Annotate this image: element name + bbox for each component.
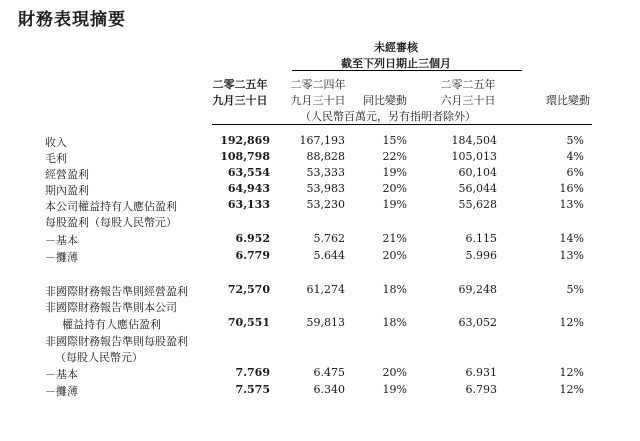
cell-v4: 6.115 (465, 232, 497, 245)
col3-yoy-header: 同比變動 (363, 94, 407, 107)
cell-v1: 7.769 (235, 366, 270, 379)
row-label: －基本 (45, 234, 78, 247)
cell-qoq: 13% (559, 198, 584, 211)
cell-v2: 6.475 (313, 366, 345, 379)
cell-yoy: 15% (382, 134, 407, 147)
col2-date-line1: 二零二四年 (290, 78, 346, 91)
row-label: 本公司權益持有人應佔盈利 (45, 200, 177, 213)
row-label: －攤薄 (45, 385, 78, 398)
row-label: －基本 (45, 368, 78, 381)
cell-qoq: 5% (566, 134, 584, 147)
cell-yoy: 22% (382, 150, 407, 163)
cell-yoy: 18% (382, 316, 407, 329)
cell-qoq: 13% (559, 249, 584, 262)
cell-yoy: 20% (382, 366, 407, 379)
row-label: 收入 (45, 136, 67, 149)
cell-v4: 55,628 (458, 198, 497, 211)
cell-qoq: 14% (559, 232, 584, 245)
row-label: 非國際財務報告準則本公司 (45, 301, 177, 314)
col1-date-line2: 九月三十日 (212, 94, 268, 107)
cell-v1: 6.952 (235, 232, 270, 245)
col1-date-line1: 二零二五年 (212, 78, 268, 91)
cell-v4: 5.996 (465, 249, 497, 262)
cell-v2: 53,333 (306, 166, 345, 179)
row-label: 權益持有人應佔盈利 (62, 318, 161, 331)
header-period: 截至下列日期止三個月 (341, 57, 451, 70)
cell-v2: 5.644 (313, 249, 345, 262)
cell-v4: 184,504 (451, 134, 497, 147)
cell-yoy: 19% (382, 198, 407, 211)
row-label: 期內盈利 (45, 184, 89, 197)
row-label: 非國際財務報告準則經營盈利 (45, 285, 188, 298)
col4-date-line2: 六月三十日 (440, 94, 496, 107)
cell-v1: 63,133 (227, 198, 270, 211)
page-title: 財務表現摘要 (18, 10, 126, 30)
cell-v2: 61,274 (306, 283, 345, 296)
cell-v1: 6.779 (235, 249, 270, 262)
cell-v1: 7.575 (235, 383, 270, 396)
cell-yoy: 18% (382, 283, 407, 296)
cell-v1: 192,869 (220, 134, 270, 147)
row-label: －攤薄 (45, 251, 78, 264)
cell-v4: 6.931 (465, 366, 497, 379)
row-label: 非國際財務報告準則每股盈利 (45, 335, 188, 348)
cell-qoq: 5% (566, 283, 584, 296)
cell-v1: 70,551 (227, 316, 270, 329)
cell-v2: 53,230 (306, 198, 345, 211)
cell-v2: 88,828 (306, 150, 345, 163)
row-label: 毛利 (45, 152, 67, 165)
row-label: 每股盈利（每股人民幣元） (45, 216, 177, 229)
cell-yoy: 21% (382, 232, 407, 245)
cell-v4: 63,052 (458, 316, 497, 329)
col5-qoq-header: 環比變動 (546, 94, 590, 107)
cell-v2: 5.762 (313, 232, 345, 245)
cell-qoq: 12% (559, 366, 584, 379)
cell-qoq: 16% (559, 182, 584, 195)
cell-v1: 72,570 (227, 283, 270, 296)
cell-v2: 6.340 (313, 383, 345, 396)
cell-v2: 53,983 (306, 182, 345, 195)
cell-v2: 167,193 (299, 134, 345, 147)
cell-v4: 105,013 (451, 150, 497, 163)
cell-v1: 108,798 (220, 150, 270, 163)
row-label: （每股人民幣元） (55, 351, 143, 364)
cell-v1: 63,554 (227, 166, 270, 179)
unit-note: （人民幣百萬元，另有指明者除外） (300, 110, 476, 123)
cell-yoy: 20% (382, 182, 407, 195)
cell-v1: 64,943 (227, 182, 270, 195)
cell-yoy: 19% (382, 383, 407, 396)
header-bottom-rule (212, 124, 592, 125)
cell-v2: 59,813 (306, 316, 345, 329)
cell-qoq: 12% (559, 383, 584, 396)
cell-yoy: 19% (382, 166, 407, 179)
cell-qoq: 4% (566, 150, 584, 163)
cell-v4: 60,104 (458, 166, 497, 179)
col2-date-line2: 九月三十日 (290, 94, 346, 107)
cell-v4: 56,044 (458, 182, 497, 195)
cell-yoy: 20% (382, 249, 407, 262)
cell-qoq: 12% (559, 316, 584, 329)
row-label: 經營盈利 (45, 168, 89, 181)
cell-v4: 6.793 (465, 383, 497, 396)
header-rule-right (432, 70, 522, 71)
col4-date-line1: 二零二五年 (440, 78, 496, 91)
cell-v4: 69,248 (458, 283, 497, 296)
header-unaudited: 未經審核 (374, 41, 418, 54)
cell-qoq: 6% (566, 166, 584, 179)
